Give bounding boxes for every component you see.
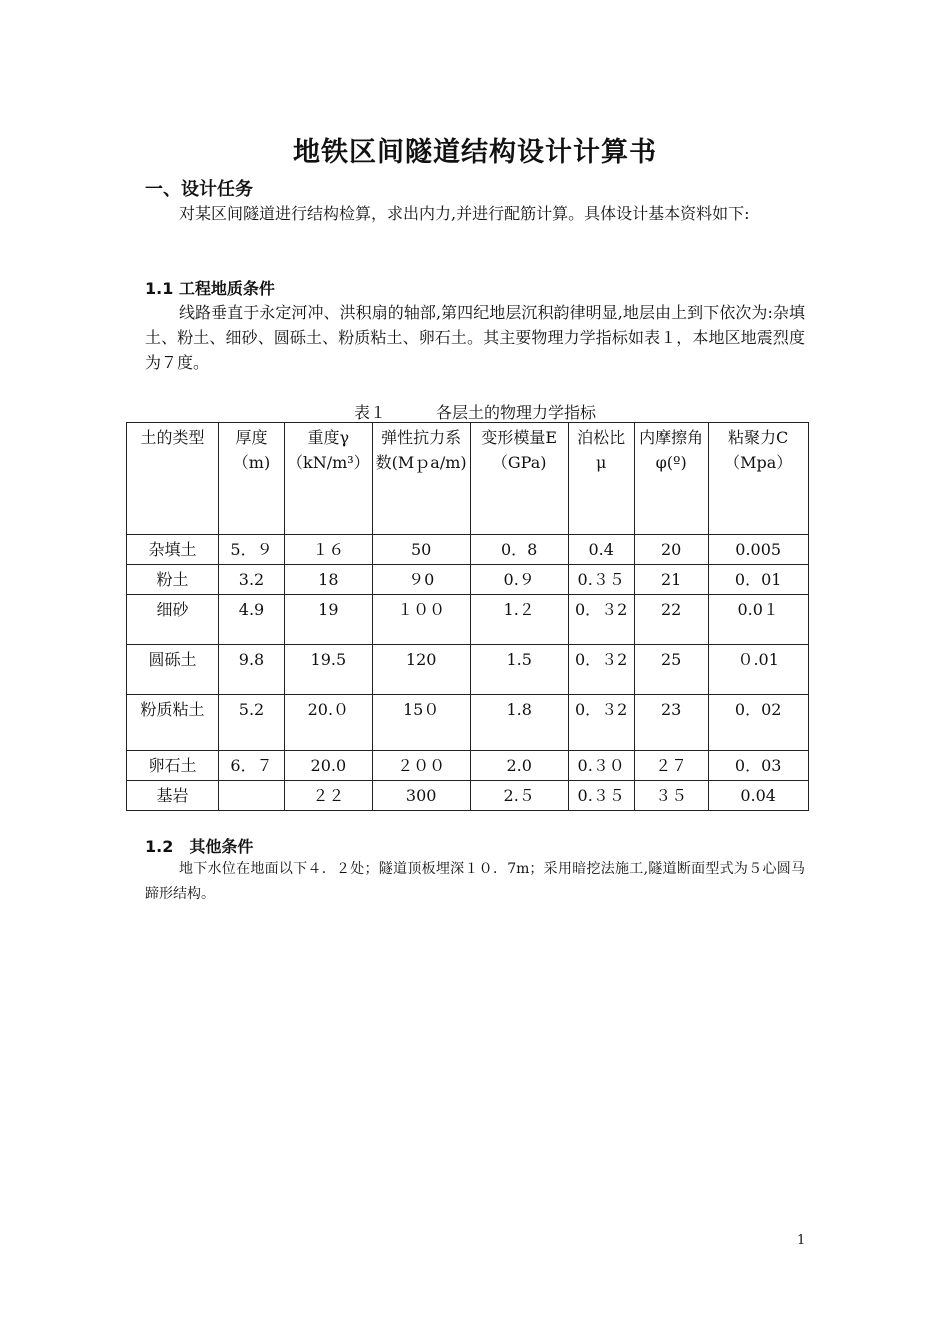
table-cell: 圆砾土 xyxy=(127,645,219,695)
header-unit-weight: 重度γ（kN/m³） xyxy=(285,423,373,535)
table-cell: 25 xyxy=(634,645,708,695)
table-cell: 细砂 xyxy=(127,595,219,645)
table-cell: 基岩 xyxy=(127,781,219,811)
table-cell: 0．３2 xyxy=(568,595,634,645)
table-cell: 0.３５ xyxy=(568,565,634,595)
table-cell: 0．３2 xyxy=(568,645,634,695)
table-header-row xyxy=(127,423,809,535)
header-elastic-resistance: 弹性抗力系数(Mｐa/m) xyxy=(372,423,470,535)
table-cell: 50 xyxy=(372,535,470,565)
table-cell: 杂填土 xyxy=(127,535,219,565)
section-heading-design-task: 一、设计任务 xyxy=(145,179,253,200)
table-cell: 23 xyxy=(634,695,708,751)
soil-properties-table xyxy=(126,422,809,811)
table-cell: 2.５ xyxy=(470,781,568,811)
header-friction-angle: 内摩擦角 φ(º) xyxy=(634,423,708,535)
table-cell: 20 xyxy=(634,535,708,565)
table-cell: 0.4 xyxy=(568,535,634,565)
table-cell: 1.5 xyxy=(470,645,568,695)
table-cell: 15０ xyxy=(372,695,470,751)
table-cell: 9.8 xyxy=(219,645,285,695)
table-cell: 粉质粘土 xyxy=(127,695,219,751)
geology-paragraph: 线路垂直于永定河冲、洪积扇的轴部,第四纪地层沉积韵律明显,地层由上到下依次为:杂填土、粉土、细砂、圆砾土、粉质粘土、卵石土。其主要物理力学指标如表１，本地区地震烈度为７度。 xyxy=(145,303,805,372)
table-cell: 2.0 xyxy=(470,751,568,781)
table-cell: 0.９ xyxy=(470,565,568,595)
table-row xyxy=(127,595,809,645)
table-cell: 0．02 xyxy=(708,695,808,751)
table-cell: 0.0１ xyxy=(708,595,808,645)
document-title: 地铁区间隧道结构设计计算书 xyxy=(293,137,657,168)
table-cell: 19.5 xyxy=(285,645,373,695)
section-heading-other-conditions: 1.2 其他条件 xyxy=(145,837,254,856)
table-cell: ２２ xyxy=(285,781,373,811)
table-row xyxy=(127,695,809,751)
table-row xyxy=(127,565,809,595)
other-conditions-paragraph: 地下水位在地面以下４．２处；隧道顶板埋深１０．7m；采用暗挖法施工,隧道断面型式为５心圆马蹄形结构。 xyxy=(145,861,805,902)
table-cell: 0.３０ xyxy=(568,751,634,781)
table-cell: １６ xyxy=(285,535,373,565)
table-cell: 300 xyxy=(372,781,470,811)
table-cell: ２７ xyxy=(634,751,708,781)
table-cell: １００ xyxy=(372,595,470,645)
table-row xyxy=(127,645,809,695)
header-cohesion: 粘聚力C（Mpa） xyxy=(708,423,808,535)
table-cell: 19 xyxy=(285,595,373,645)
table-cell: 卵石土 xyxy=(127,751,219,781)
header-thickness: 厚度（m) xyxy=(219,423,285,535)
table-cell: 0.３５ xyxy=(568,781,634,811)
table-cell: ２００ xyxy=(372,751,470,781)
table-caption-text: 各层土的物理力学指标 xyxy=(436,403,597,422)
table-cell: 18 xyxy=(285,565,373,595)
table-cell: 1.8 xyxy=(470,695,568,751)
intro-paragraph: 对某区间隧道进行结构检算，求出内力,并进行配筋计算。具体设计基本资料如下: xyxy=(179,204,750,223)
table-cell: 0.005 xyxy=(708,535,808,565)
header-deformation-modulus: 变形模量E（GPa) xyxy=(470,423,568,535)
header-soil-type: 土的类型 xyxy=(127,423,219,535)
table-cell: ３５ xyxy=(634,781,708,811)
section-heading-geology: 1.1 工程地质条件 xyxy=(145,279,275,298)
table-cell: 0．8 xyxy=(470,535,568,565)
table-cell: 22 xyxy=(634,595,708,645)
table-cell: 0．03 xyxy=(708,751,808,781)
table-cell: 4.9 xyxy=(219,595,285,645)
table-cell: 3.2 xyxy=(219,565,285,595)
table-row xyxy=(127,535,809,565)
table-cell: 20.0 xyxy=(285,751,373,781)
table-row xyxy=(127,751,809,781)
table-cell: 6．７ xyxy=(219,751,285,781)
table-cell: 0．３2 xyxy=(568,695,634,751)
table-cell: 21 xyxy=(634,565,708,595)
table-cell: ０.01 xyxy=(708,645,808,695)
table-cell: 20.０ xyxy=(285,695,373,751)
table-row xyxy=(127,781,809,811)
page-number: 1 xyxy=(797,1233,806,1248)
table-cell: 5.2 xyxy=(219,695,285,751)
table-cell: ９0 xyxy=(372,565,470,595)
table-cell: 5．９ xyxy=(219,535,285,565)
table-caption-number: 表１ xyxy=(353,403,386,422)
header-poisson-ratio: 泊松比 μ xyxy=(568,423,634,535)
table-cell: 0.04 xyxy=(708,781,808,811)
table-cell: 1.２ xyxy=(470,595,568,645)
table-caption xyxy=(0,400,950,423)
table-cell: 粉土 xyxy=(127,565,219,595)
table-cell: 0．01 xyxy=(708,565,808,595)
table-cell: 120 xyxy=(372,645,470,695)
table-cell xyxy=(219,781,285,811)
